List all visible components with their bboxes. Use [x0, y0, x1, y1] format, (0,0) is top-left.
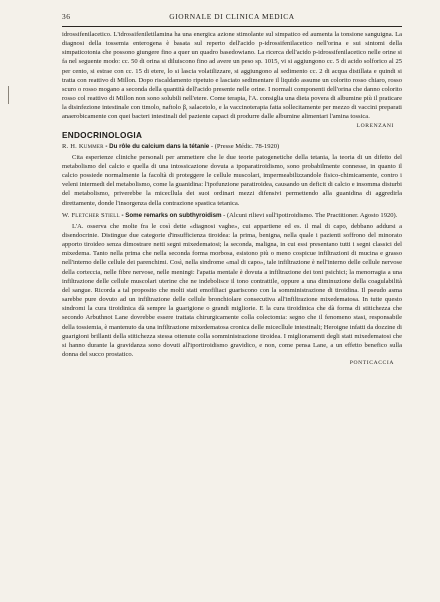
entry-signature: PONTICACCIA	[349, 360, 394, 367]
margin-mark	[8, 86, 11, 104]
entry-source: - (Alcuni rilievi sull'ipotiroidismo. The Practitioner. Agosto 1920).	[221, 211, 398, 219]
journal-page	[62, 12, 402, 367]
intro-paragraph: idrossifenilacetico. L'idrossifeniletilamina ha una energica azione stimolante sul simpatico ed aumenta la tonsione sanguigna. La diagnosi della tossemia enterogena è basata sul reperto dell'acido p-idrossifenilacetico nell'orina e sui sintomi della simpaticotonia che possono giungere fino a quer un quadro basedowiano. La ricerca dell'acido p-idrossifenilacetico nelle orine si fa nel seguente modo: cc. 50 di orina si diluiscono fino ad avere un peso sp. 1015, vi si aggiungono cc. 5 di acido solforico al 25 per cento, si estrae con cc. 15 di etere, lo si lascia volatilizzare, si aggiungono al sedimento cc. 2 di acqua distillata e quindi si tratta con reattivo di Millon. Dopo riscaldamento ripetuto e lasciato sedimentare il liquido assume un colorito rosso chiaro, rosso scuro o rosso mogano a seconda della quantità dell'acido presente nelle orine. I normali componenti dell'orina che danno colorito rosso col reattivo di Millon non sono solubili nell'etere. Come terapia, l'A. consiglia una dieta povera di albumine più il praticare la disinfezione intestinale con timolo, naftolo β, salacetolo, e la vaccinoterapia fatta sollecitamente per mezzo di vaccini preparati anaerobicamente con quei bacteri intestinali del paziente capaci di produrre dalle albumine alimentari l'amina tossica.	[62, 31, 402, 121]
entry-citation	[62, 211, 402, 220]
running-header	[62, 12, 402, 24]
page-number: 36	[62, 12, 71, 21]
entry-body: L'A. osserva che molte fra le così dette «diagnosi vaghe», cui appartiene ed es. il mal di capo, debbano addursi a disendocrinie. Distingue due categorie d'insufficienza tiroidea: la prima, benigna, nella quale i pazienti soffrono del minorato apporto tiroideo senza dimostrare netti segni mixedematosi; la seconda, maligna, in cui essi presentano tutti i segni classici del mixedema. Tanto nella prima che nella seconda forma morbosa, esistono più o meno cospicue infiltrazioni di mucina e grasso nell'interno delle cellule dei parenchimi. Così, nella sindrome «mal di capo», tale infiltrazione è nell'interno delle cellule nervose della corteccia, nelle fibre nervose, nelle meningi: l'apatia mentale è dovuta a infiltrazione dei toni psichici; la menorragia a una infiltrazione delle cellule muscolari uterine che ne indebolisce il tono contrattile, oppure a una diminuzione della coagulabilità del sangue. Ricorda a tal proposito che molti stati emofiliaci guariscono con la somministrazione di tiroidina. Il pseudo asma sarebbe pure dovuto ad un infiltrazione delle cellule bronchiolare consecutiva all'infiltrazione mixedematosa. In tutte questo sindromi la cura tiroidinica dà sempre la guarigione o grandi migliorie. E la cura tiroidinica che dà forma di stitichezza che secondo Arbuthnot Lane dovrebbe essere trattata chirurgicamente colla colectomia: segno che il fenomeno stasi, responsabile della tossiemia, è mantenuto da una infiltrazione mixedematosa cronica delle micecllule intestinali; Heroigne infatti da dozzine di guarigioni brillanti della stitichezza stessa ottenute colla somministrazione tiroidea. I miglioramenti degli stati mixedematosi che si hanno durante la gravidanza sono dovuti all'iportiroidismo gravidico, e non, come pensa Lane, a un effetto benefico sulla donna del succo prostatico.	[62, 222, 402, 358]
intro-signature: LORENZANI	[356, 122, 394, 129]
entry-title: - Some remarks on subthyroidism	[119, 211, 222, 219]
entry-author: W. Fletcher Stiell	[62, 211, 120, 219]
entry-author: R. H. Kummer	[62, 142, 104, 150]
entry-citation	[62, 142, 402, 151]
header-rule	[62, 26, 402, 27]
section-heading: ENDOCRINOLOGIA	[62, 130, 143, 140]
journal-title: GIORNALE DI CLINICA MEDICA	[169, 12, 295, 21]
entry-title: - Du rôle du calcium dans la tétanie	[103, 142, 210, 150]
entry-source: - (Presse Médic. 78-1920)	[209, 142, 280, 150]
entry-body: Cita esperienze cliniche personali per ammettere che le due teorie patogenetiche della tetania, la teoria di un difetto del metabolismo del calcio e quella di una intossicazione dovuta a ipoparatiroidismo, sono probabilmente connesse, in quanto il calcio possiede normalmente la facoltà di proteggere le cellule muscolari, impermeabilizzandole fisico-chimicamente, contro i veleni intermedi del metabolismo, come la guanidina: l'ipofunzione paratiroidea, causando un deficit di calcio e insomma disturbi del metabolismo, priverebbe la micecllula dei suoi ordinari mezzi difensivi permettendo alla guanidina di aggredirla direttamente, donde l'insorgenza della contrazione spastica tetanica.	[62, 153, 402, 207]
